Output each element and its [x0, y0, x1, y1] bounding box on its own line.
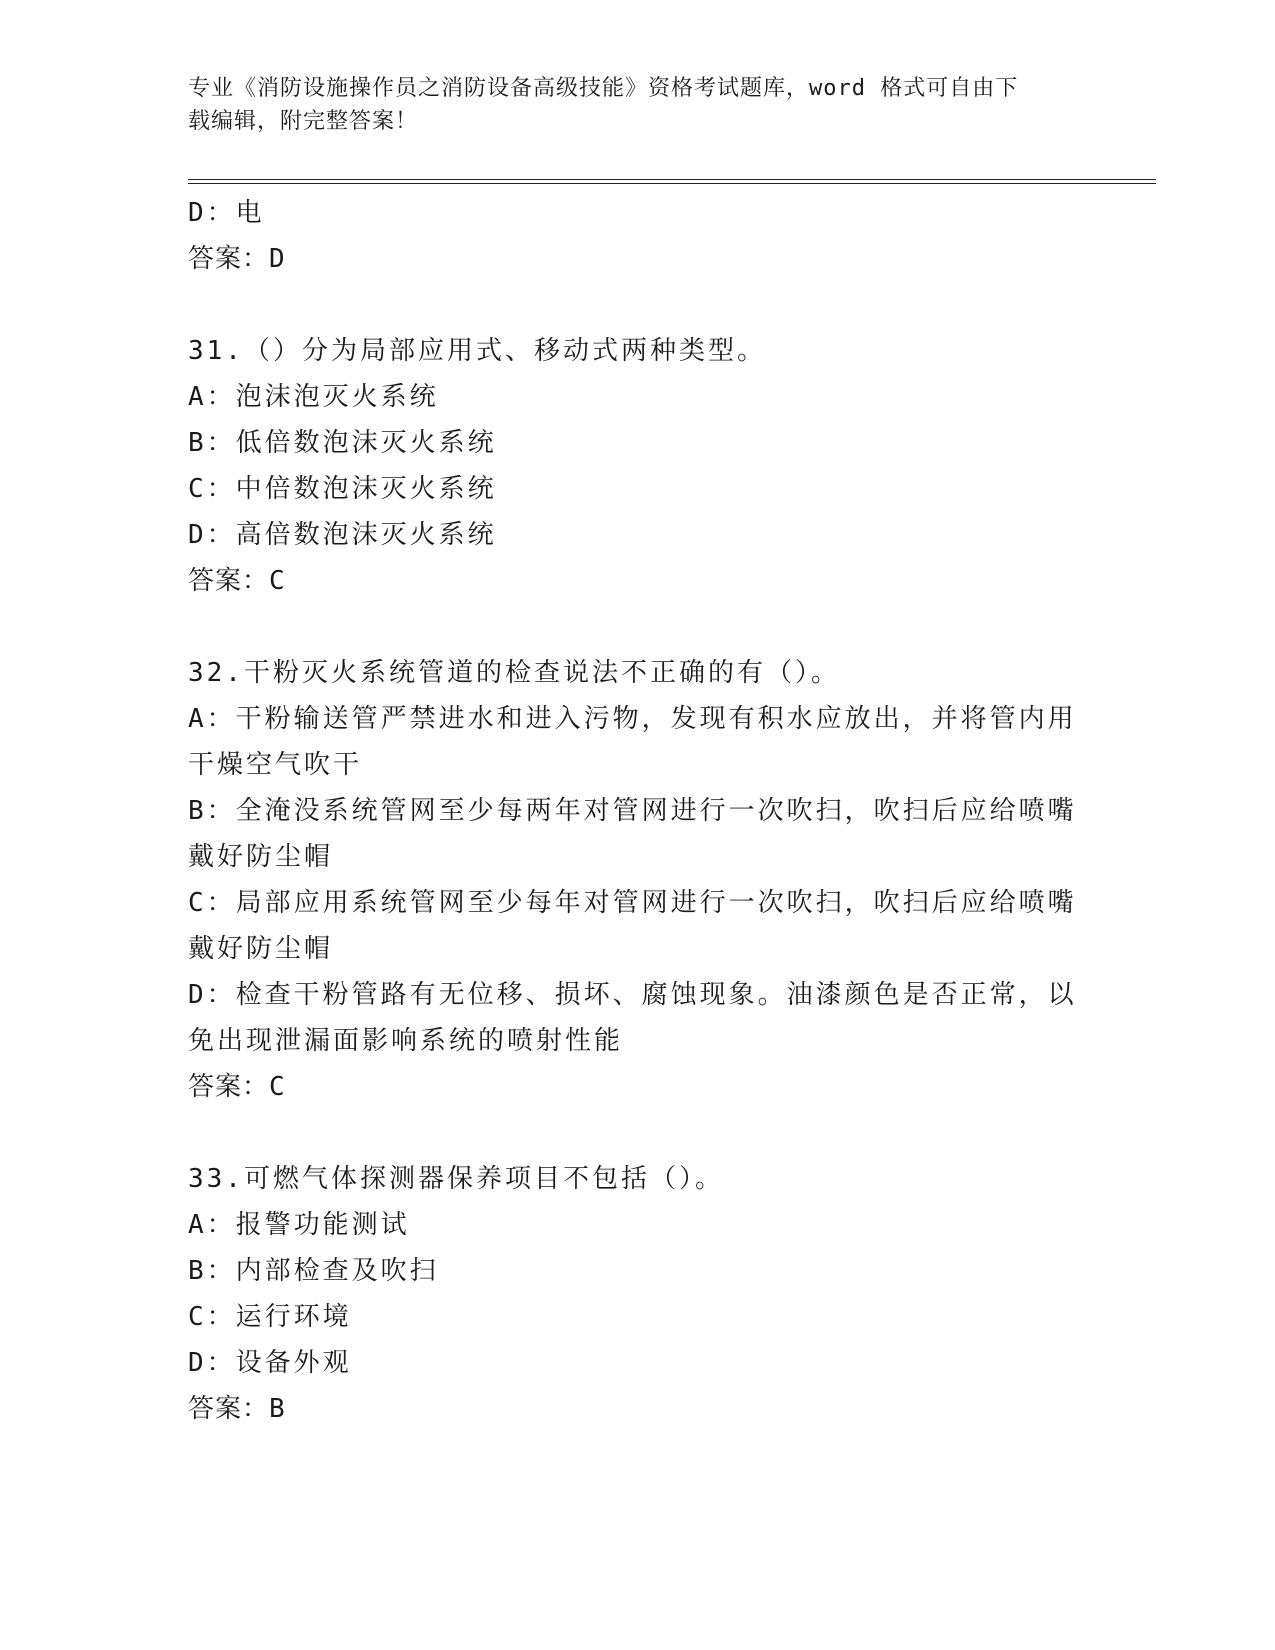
answer-line: 答案：B — [188, 1394, 286, 1424]
answer-line: 答案：C — [188, 1072, 286, 1102]
question-32 — [188, 650, 1088, 1110]
question-stem: 31.（）分为局部应用式、移动式两种类型。 — [188, 336, 766, 366]
header-line-1: 专业《消防设施操作员之消防设备高级技能》资格考试题库，word 格式可自由下 — [188, 76, 1019, 101]
option-a: A：干粉输送管严禁进水和进入污物，发现有积水应放出，并将管内用 — [188, 704, 1077, 734]
answer-line: 答案：D — [188, 244, 286, 274]
question-stem: 32.干粉灭火系统管道的检查说法不正确的有（）。 — [188, 658, 840, 688]
option-c-continued: 戴好防尘帽 — [188, 934, 334, 964]
option-d: D：检查干粉管路有无位移、损坏、腐蚀现象。油漆颜色是否正常，以 — [188, 980, 1077, 1010]
option-b: B：内部检查及吹扫 — [188, 1256, 439, 1286]
option-b: B：低倍数泡沫灭火系统 — [188, 428, 497, 458]
option-b-continued: 戴好防尘帽 — [188, 842, 334, 872]
header-divider-bottom — [188, 183, 1156, 184]
option-d-continued: 免出现泄漏面影响系统的喷射性能 — [188, 1026, 624, 1056]
option-d: D：高倍数泡沫灭火系统 — [188, 520, 497, 550]
option-b: B：全淹没系统管网至少每两年对管网进行一次吹扫，吹扫后应给喷嘴 — [188, 796, 1077, 826]
option-a: A：报警功能测试 — [188, 1210, 410, 1240]
option-c: C：运行环境 — [188, 1302, 352, 1332]
option-c: C：中倍数泡沫灭火系统 — [188, 474, 497, 504]
answer-line: 答案：C — [188, 566, 286, 596]
option-c: C：局部应用系统管网至少每年对管网进行一次吹扫，吹扫后应给喷嘴 — [188, 888, 1077, 918]
question-31 — [188, 328, 1088, 604]
document-header — [188, 72, 1068, 138]
option-d: D：电 — [188, 198, 265, 228]
option-d: D：设备外观 — [188, 1348, 352, 1378]
question-stem: 33.可燃气体探测器保养项目不包括（）。 — [188, 1164, 724, 1194]
header-divider-top — [188, 179, 1156, 180]
option-a: A：泡沫泡灭火系统 — [188, 382, 439, 412]
header-line-2: 载编辑，附完整答案！ — [188, 109, 419, 134]
question-33 — [188, 1156, 1088, 1432]
document-body — [188, 190, 1088, 1432]
option-a-continued: 干燥空气吹干 — [188, 750, 363, 780]
